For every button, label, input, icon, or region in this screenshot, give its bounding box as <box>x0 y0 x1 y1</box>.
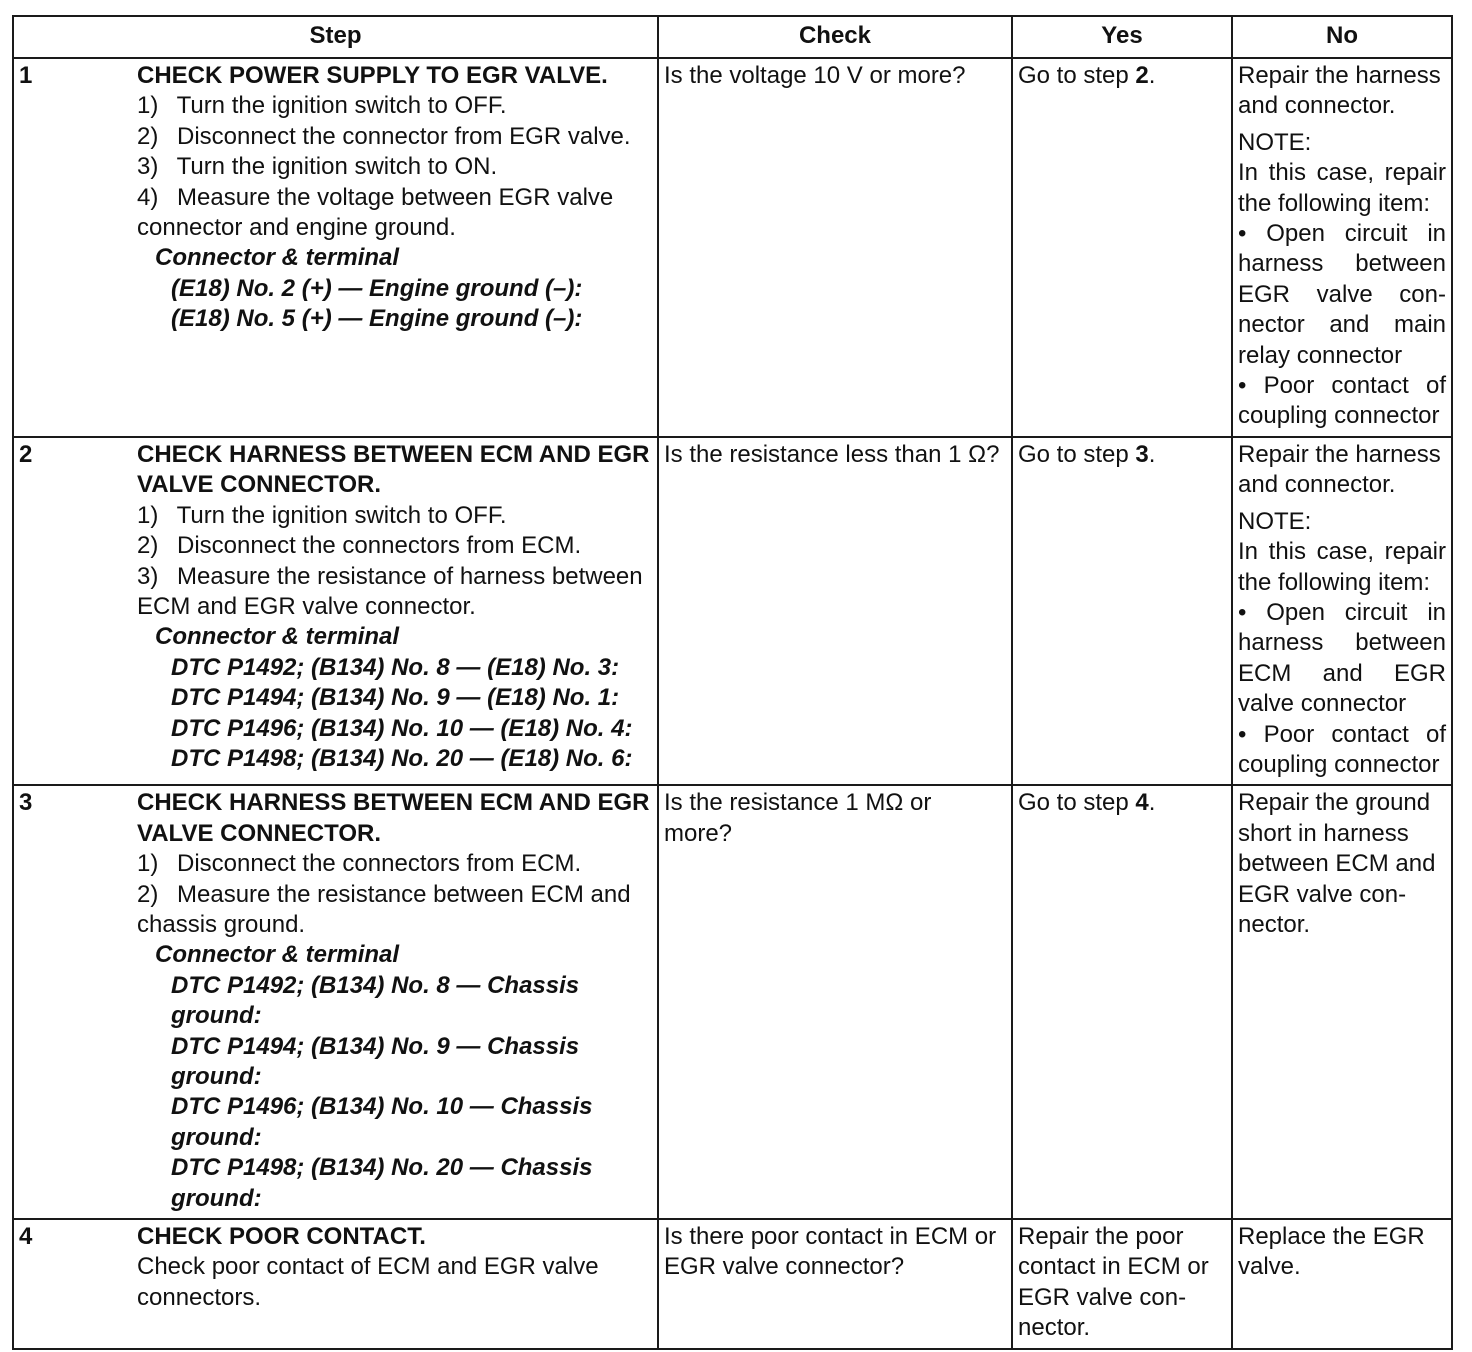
terminal-spec: DTC P1496; (B134) No. 10 — (E18) No. 4: <box>171 714 633 742</box>
step-cell <box>13 58 658 437</box>
no-cell <box>1232 58 1452 437</box>
step-number: 4 <box>19 1223 33 1251</box>
substep: 2) Disconnect the connector from EGR valve. <box>137 122 631 150</box>
step-cell <box>13 785 658 1219</box>
header-row <box>13 16 1452 58</box>
terminal-spec: (E18) No. 5 (+) — Engine ground (–): <box>171 305 583 333</box>
yes-cell: Repair the poor contact in ECM or EGR valve con-nector. <box>1012 1219 1232 1349</box>
note-bullet: • Poor contact of coupling connector <box>1238 720 1446 778</box>
terminal-spec: DTC P1498; (B134) No. 20 — Chassis ground: <box>171 1154 593 1212</box>
step-number: 2 <box>19 440 33 468</box>
substep: 2) Disconnect the connectors from ECM. <box>137 532 582 560</box>
connector-terminal-label: Connector & terminal <box>155 941 400 969</box>
step-title: CHECK HARNESS BETWEEN ECM AND EGR VALVE CONNECTOR. <box>137 789 650 847</box>
substep: 3) Measure the resistance of harness between ECM and EGR valve connector. <box>137 562 643 620</box>
substep: 3) Turn the ignition switch to ON. <box>137 153 498 181</box>
yes-suffix: . <box>1148 62 1156 89</box>
yes-suffix: . <box>1148 789 1156 817</box>
terminal-spec: DTC P1498; (B134) No. 20 — (E18) No. 6: <box>171 744 633 772</box>
check-cell: Is the resistance less than 1 Ω? <box>658 437 1012 785</box>
no-cell: Repair the ground short in harness between ECM and EGR valve con-nector. <box>1232 785 1452 1219</box>
substep: 1) Turn the ignition switch to OFF. <box>137 92 507 120</box>
terminal-spec: (E18) No. 2 (+) — Engine ground (–): <box>171 274 583 302</box>
substep: 1) Turn the ignition switch to OFF. <box>137 501 507 529</box>
yes-step-ref: 4 <box>1135 789 1149 817</box>
note-label: NOTE: <box>1238 507 1312 535</box>
check-cell: Is the voltage 10 V or more? <box>658 58 1012 437</box>
yes-text: Go to step <box>1018 62 1136 89</box>
table-row <box>13 1219 1452 1349</box>
no-cell <box>1232 437 1452 785</box>
table-row <box>13 785 1452 1219</box>
substep: 4) Measure the voltage between EGR valve connector and engine ground. <box>137 183 614 242</box>
note-bullet: • Open circuit in harness between EGR valve con-nector and main relay connector <box>1238 220 1446 369</box>
step-cell <box>13 1219 658 1349</box>
step-title: CHECK POOR CONTACT. <box>137 1223 426 1251</box>
diagnostic-table <box>12 15 1453 1350</box>
connector-terminal-label: Connector & terminal <box>155 244 400 272</box>
header-check: Check <box>658 16 1012 58</box>
step-description: Check poor contact of ECM and EGR valve connectors. <box>137 1253 599 1311</box>
step-title: CHECK HARNESS BETWEEN ECM AND EGR VALVE CONNECTOR. <box>137 440 650 499</box>
check-cell: Is the resistance 1 MΩ or more? <box>658 785 1012 1219</box>
yes-step-ref: 2 <box>1135 62 1149 89</box>
table-row <box>13 58 1452 437</box>
table-row <box>13 437 1452 785</box>
terminal-spec: DTC P1496; (B134) No. 10 — Chassis ground: <box>171 1093 593 1151</box>
note-text: In this case, repair the following item: <box>1238 159 1446 217</box>
terminal-spec: DTC P1492; (B134) No. 8 — Chassis ground: <box>171 971 580 1030</box>
header-step: Step <box>13 16 658 58</box>
header-yes: Yes <box>1012 16 1232 58</box>
terminal-spec: DTC P1492; (B134) No. 8 — (E18) No. 3: <box>171 653 620 681</box>
yes-cell <box>1012 785 1232 1219</box>
connector-terminal-label: Connector & terminal <box>155 623 400 651</box>
note-bullet: • Open circuit in harness between ECM and EGR valve connector <box>1238 598 1446 718</box>
header-no: No <box>1232 16 1452 58</box>
step-cell <box>13 437 658 785</box>
yes-cell <box>1012 437 1232 785</box>
substep: 2) Measure the resistance between ECM and chassis ground. <box>137 880 631 938</box>
no-cell: Replace the EGR valve. <box>1232 1219 1452 1349</box>
yes-cell <box>1012 58 1232 437</box>
substep: 1) Disconnect the connectors from ECM. <box>137 850 582 878</box>
diagnostic-table-container <box>12 15 1453 1350</box>
step-title: CHECK POWER SUPPLY TO EGR VALVE. <box>137 62 608 89</box>
yes-text: Go to step <box>1018 440 1136 468</box>
note-bullet: • Poor contact of coupling connector <box>1238 372 1446 430</box>
check-cell: Is there poor contact in ECM or EGR valve connector? <box>658 1219 1012 1349</box>
step-number: 3 <box>19 789 33 817</box>
note-text: In this case, repair the following item: <box>1238 538 1446 596</box>
note-label: NOTE: <box>1238 128 1312 156</box>
no-main-text: Repair the harness and connector. <box>1238 62 1441 120</box>
terminal-spec: DTC P1494; (B134) No. 9 — Chassis ground: <box>171 1032 580 1090</box>
step-number: 1 <box>19 62 33 89</box>
terminal-spec: DTC P1494; (B134) No. 9 — (E18) No. 1: <box>171 684 620 712</box>
yes-step-ref: 3 <box>1135 440 1149 468</box>
yes-text: Go to step <box>1018 789 1136 817</box>
yes-suffix: . <box>1148 440 1156 468</box>
no-main-text: Repair the harness and connector. <box>1238 440 1441 499</box>
